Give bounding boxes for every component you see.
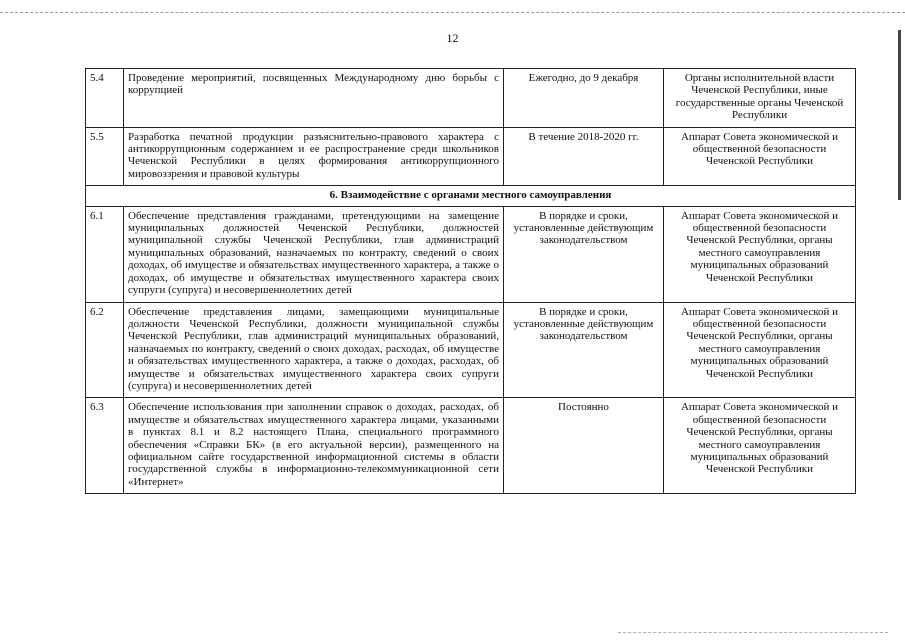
row-description: Проведение мероприятий, посвященных Международному дню борьбы с коррупцией [124,69,504,128]
row-number: 5.4 [86,69,124,128]
page-number: 12 [446,31,459,45]
row-executor: Аппарат Совета экономической и общественной безопасности Чеченской Республики, органы местного самоуправления муниципальных образований Чеченской Республики [664,206,856,302]
row-executor: Аппарат Совета экономической и общественной безопасности Чеченской Республики, органы местного самоуправления муниципальных образований Чеченской Республики [664,398,856,494]
row-description: Обеспечение использования при заполнении справок о доходах, расходах, об имуществе и обязательствах имущественного характера лицами, указанными в пунктах 8.1 и 8.2 настоящего Плана, специального программного обеспечения «Справки БК» (в его актуальной версии), размещенного на официальном сайте государственной информационной системы в области государственной службы в информационно-телекоммуникационной сети «Интернет» [124,398,504,494]
table-row [86,69,856,128]
row-number: 5.5 [86,127,124,186]
table-row [86,398,856,494]
scan-artifact-right-edge [898,30,901,200]
row-executor: Органы исполнительной власти Чеченской Республики, иные государственные органы Чеченской Республики [664,69,856,128]
row-term: В порядке и сроки, установленные действующим законодательством [504,206,664,302]
row-number: 6.2 [86,302,124,398]
plan-table [85,68,856,494]
row-term: В порядке и сроки, установленные действующим законодательством [504,302,664,398]
row-number: 6.3 [86,398,124,494]
table-row [86,302,856,398]
row-executor: Аппарат Совета экономической и общественной безопасности Чеченской Республики, органы местного самоуправления муниципальных образований Чеченской Республики [664,302,856,398]
scan-artifact-top [0,12,905,17]
row-number: 6.1 [86,206,124,302]
section-header-row [86,186,856,206]
table-row [86,206,856,302]
scan-artifact-bottom [618,632,888,634]
row-description: Обеспечение представления лицами, замещающими муниципальные должности Чеченской Республики, должности муниципальной службы Чеченской Республики, глав администраций муниципальных образований, назначаемых по контракту, сведений о своих доходах, расходах, об имуществе и обязательствах имущественного характера, а также о доходах, расходах, об имуществе и обязательствах имущественного характера своих супруги (супруга) и несовершеннолетних детей [124,302,504,398]
row-term: Ежегодно, до 9 декабря [504,69,664,128]
row-description: Обеспечение представления гражданами, претендующими на замещение муниципальных должностей Чеченской Республики, должностей муниципальной службы Чеченской Республики, глав администраций муниципальных образований, назначаемых по контракту, сведений о своих доходах, об имуществе и обязательствах имущественного характера, а также о доходах, об имуществе и обязательствах имущественного характера своих супруги (супруга) и несовершеннолетних детей [124,206,504,302]
row-term: В течение 2018-2020 гг. [504,127,664,186]
row-executor: Аппарат Совета экономической и общественной безопасности Чеченской Республики [664,127,856,186]
table-row [86,127,856,186]
row-description: Разработка печатной продукции разъяснительно-правового характера с антикоррупционным содержанием и ее распространение среди школьников Чеченской Республики в целях формирования антикоррупционного мировоззрения и правовой культуры [124,127,504,186]
section-title: 6. Взаимодействие с органами местного самоуправления [86,186,856,206]
row-term: Постоянно [504,398,664,494]
